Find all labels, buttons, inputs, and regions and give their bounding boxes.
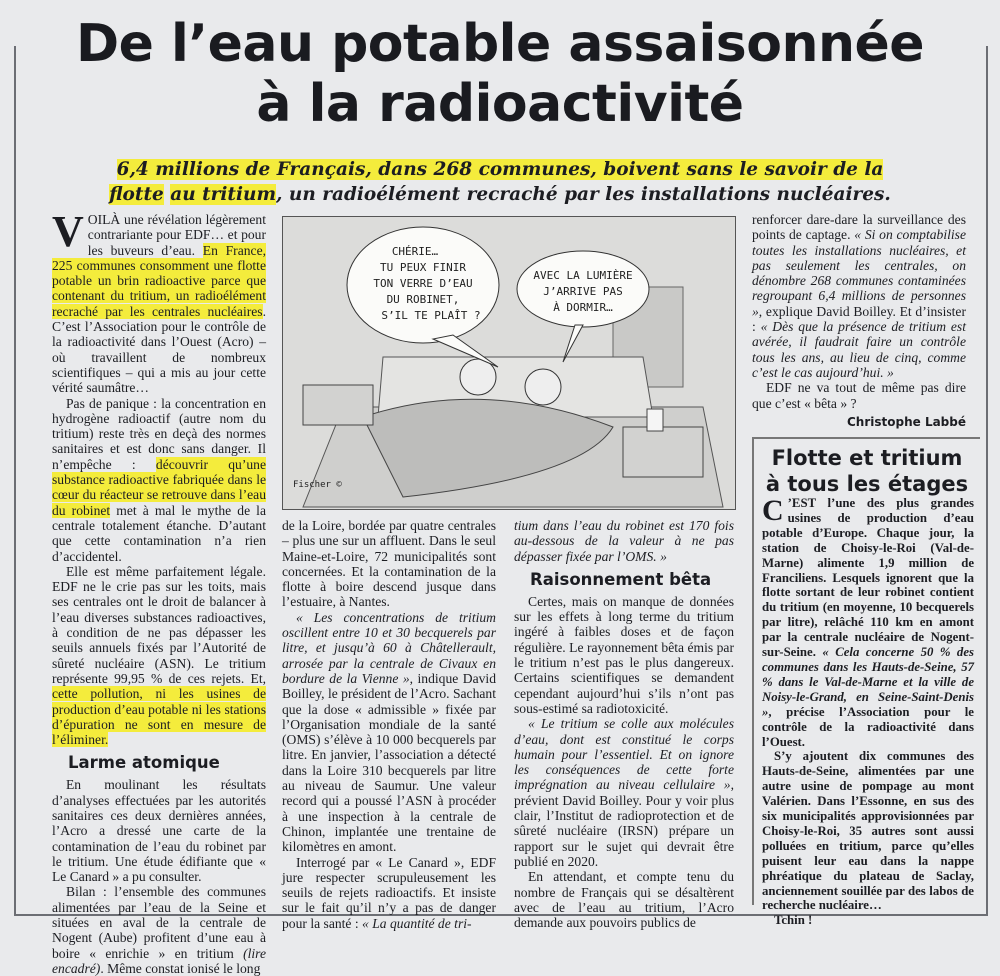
column-2: [282, 518, 496, 931]
deck-highlight-1: 6,4 millions de Français, dans 268 communes, boivent sans le savoir de la flotte: [109, 159, 884, 205]
column-4: [752, 212, 966, 430]
col2-p3-a: Interrogé par « Le Canard », EDF jure respecter scrupuleusement les seuils de rejets radioactifs. Et insiste sur le fait qu’il n’y a pas de danger pour la santé :: [282, 854, 496, 931]
subhead-larme-atomique: Larme atomique: [68, 753, 220, 773]
bubble-1-line-5: S’IL TE PLAÎT ?: [381, 309, 481, 322]
headline-line-2: à la radioactivité: [256, 74, 744, 134]
col1-paragraph-2: [52, 396, 266, 564]
col1-p2-a: Pas de panique : la concentration en hydrogène radioactif (autre nom du tritium) reste très en deçà des normes sanitaires et est donc sans danger. Il n’empêche :: [52, 395, 266, 472]
col2-paragraph-1: de la Loire, bordée par quatre centrales – plus une sur un affluent. Dans le seul Maine-et-Loire, 72 municipalités sont concernées. Et la contamination de la flotte à boire descend jusque dans l’estuaire, à Nantes.: [282, 518, 496, 610]
deck-highlight-2: au tritium: [170, 184, 277, 205]
col1-p3-highlight: cette pollution, ni les usines de production d’eau potable ni les stations d’épuration ne sont en mesure de l’éliminer.: [52, 686, 266, 748]
author-signature: Christophe Labbé: [846, 414, 966, 429]
col1-p3-a: Elle est même parfaitement légale. EDF ne le crie pas sur les toits, mais ses centrales ont le droit de balancer à l’eau diverses substances radioactives, à condition de ne pas dépasser les seuils annuels fixés par l’Autorité de sûreté nucléaire (ASN). Le tritium représente 99,95 % de ces rejets. Et,: [52, 563, 266, 686]
col4-p1-b: , explique David Boilley. Et d’insister :: [752, 303, 966, 335]
headline-line-1: De l’eau potable assaisonnée: [75, 14, 925, 74]
col1-p5-a: Bilan : l’ensemble des communes alimentées par l’eau de la Seine et situées en aval de la centrale de Nogent (Aube) profitent d’une eau à boire « enrichie » en tritium: [52, 884, 266, 961]
headline: [60, 14, 940, 134]
col1-p1-b: . C’est l’Association pour le contrôle de la radioactivité dans l’Ouest (Acro) – où travaillent de nombreux scientifiques – qui a mis au jour cette vérité saumâtre…: [52, 303, 266, 396]
sidebar-paragraph-1: [762, 496, 974, 749]
col3-paragraph-1: Certes, mais on manque de données sur les effets à long terme du tritium ingéré à faibles doses et de façon régulière. Le rayonnement bêta émis par le tritium n’est pas le plus dangereux. Certains scientifiques se demandent cependant aujourd’hui s’ils n’ont pas sous-estimé sa radiotoxicité.: [514, 593, 734, 716]
deck-rest: , un radioélément recraché par les installations nucléaires.: [276, 184, 891, 205]
col3-paragraph-3: En attendant, et compte tenu du nombre de Français qui se désaltèrent avec de l’eau au tritium, l’Acro demande aux pouvoirs publics de: [514, 869, 734, 931]
col1-paragraph-1: [52, 207, 266, 396]
col2-p2-italic: « Les concentrations de tritium oscillent entre 10 et 30 becquerels par litre, et jusqu’à 60 à Châtellerault, arrosée par la centrale de Civaux en bordure de la Vienne »: [282, 609, 496, 686]
bubble-1-line-4: DU ROBINET,: [386, 293, 460, 306]
sidebar-title-line-2: à tous les étages: [765, 472, 969, 496]
col1-p2-highlight: découvrir qu’une substance radioactive fabriquée dans le cœur du réacteur se retrouve dans l’eau du robinet: [52, 456, 267, 518]
col2-p2-b: , indique David Boilley, le président de l’Acro. Sachant que la dose « admissible » fixée par l’Organisation mondiale de la santé (OMS) s’élève à 10 000 becquerels par litre. En janvier, l’association a détecté dans la Loire 310 becquerels par litre au niveau de Saumur. Une valeur record qui a poussé l’ASN à procéder à une inspection à la centrale de Chinon, implantée une trentaine de kilomètres en amont.: [282, 670, 496, 855]
col2-p3-italic: « La quantité de tri-: [362, 915, 472, 931]
col3-paragraph-2: [514, 716, 734, 869]
cartoon-drawing: [283, 217, 735, 509]
bubble-1-line-2: TU PEUX FINIR: [379, 261, 467, 274]
col4-p1-italic-2: « Dès que la présence de tritium est avérée, il faudrait faire un contrôle tous les ans, au lieu de cinq, comme c’est le cas aujourd’hui. »: [752, 319, 966, 380]
sidebar-paragraph-3: Tchin !: [774, 913, 813, 928]
col1-p1-highlight: En France, 225 communes consomment une flotte potable un brin radioactive parce que contenant du tritium, un radioélément recraché par les centrales nucléaires: [52, 242, 266, 319]
sidebar-dropcap: C: [762, 494, 784, 527]
sidebar-body: [762, 496, 974, 928]
col1-p5-italic: (lire encadré): [52, 945, 266, 976]
col4-p1-italic: « Si on comptabilise toutes les installations nucléaires, et pas seulement les centrales, on dénombre 268 communes contaminées regroupant 6,4 millions de personnes »: [752, 227, 966, 319]
col1-p1-a: OILÀ une révélation légèrement contrariante pour EDF… et pour les buveurs d’eau.: [87, 212, 266, 258]
col3-paragraph-0: [514, 518, 734, 564]
col1-p5-b: . Même constat ionisé le long: [100, 960, 261, 976]
col4-p1-a: renforcer dare-dare la surveillance des points de captage.: [752, 212, 966, 243]
sidebar-p1-b: , précise l’Association pour le contrôle de la radioactivité dans l’Ouest.: [762, 704, 974, 749]
sidebar-title: [754, 445, 980, 497]
bubble-2-line-3: À DORMIR…: [553, 301, 613, 314]
bubble-2-line-1: AVEC LA LUMIÈRE: [533, 269, 633, 282]
col4-paragraph-2: EDF ne va tout de même pas dire que c’est « bêta » ?: [752, 380, 966, 411]
col1-p2-b: met à mal le mythe de la centrale totalement étanche. D’autant que cette contamination n’a rien d’accidentel.: [52, 502, 266, 564]
bubble-1-line-1: CHÉRIE…: [391, 245, 439, 258]
column-1: [52, 207, 267, 976]
col2-paragraph-3: [282, 855, 496, 931]
bubble-2-line-2: J’ARRIVE PAS: [543, 285, 623, 298]
column-3: [514, 518, 734, 930]
col3-p2-b: , prévient David Boilley. Pour y voir plus clair, l’Institut de radioprotection et de sûreté nucléaire (IRSN) prépare un rapport sur le sujet qui devrait être publié en 2020.: [514, 777, 734, 869]
sidebar-paragraph-2: S’y ajoutent dix communes des Hauts-de-Seine, alimentées par une autre usine de pompage au mont Valérien. Dans l’Essonne, en sus des six municipalités approvisionnées par Choisy-le-Roi, 35 autres sont aussi polluées en tritium, parce qu’elles puisent leur eau dans la nappe phréatique du plateau de Saclay, anciennement souillée par des labos de recherche nucléaire…: [762, 749, 974, 913]
col1-paragraph-4: En moulinant les résultats d’analyses effectuées par les autorités sanitaires ces deux dernières années, l’Acro a dressé une carte de la contamination de l’eau du robinet par le tritium. Une étude édifiante que « Le Canard » a pu consulter.: [52, 777, 266, 885]
col3-p0-italic: tium dans l’eau du robinet est 170 fois au-dessous de la valeur à ne pas dépasser fixée par l’OMS. »: [514, 518, 734, 564]
dropcap: V: [52, 207, 84, 256]
col3-p2-italic: « Le tritium se colle aux molécules d’eau, dont est constitué le corps humain pour l’essentiel. Et on ignore les conséquences de cette forte imprégnation au niveau cellulaire »: [514, 716, 734, 793]
bubble-1-line-3: TON VERRE D’EAU: [373, 277, 473, 290]
col2-paragraph-2: [282, 610, 496, 855]
sidebar-title-line-1: Flotte et tritium: [771, 446, 963, 470]
col1-paragraph-3: [52, 564, 266, 748]
col4-paragraph-1: [752, 212, 966, 380]
sidebar-p1-italic: « Cela concerne 50 % des communes dans les Hauts-de-Seine, 57 % dans le Val-de-Marne et la ville de Noisy-le-Grand, en Seine-Saint-Denis »: [762, 645, 974, 719]
col1-paragraph-5: [52, 884, 266, 976]
subhead-raisonnement-beta: Raisonnement bêta: [530, 569, 712, 589]
cartoon-signature: Fischer ©: [293, 480, 342, 490]
cartoon: [282, 216, 736, 510]
deck: [90, 157, 910, 207]
sidebar-p1-a: ’EST l’une des plus grandes usines de production d’eau potable d’Europe. Chaque jour, la station de Choisy-le-Roi (Val-de-Marne) alimente 1,9 million de Franciliens. Lesquels ignorent que la flotte sortant de leur robinet contient du tritium (en moyenne, 10 becquerels par litre), relâché 110 km en amont par la centrale nucléaire de Nogent-sur-Seine.: [762, 496, 974, 660]
